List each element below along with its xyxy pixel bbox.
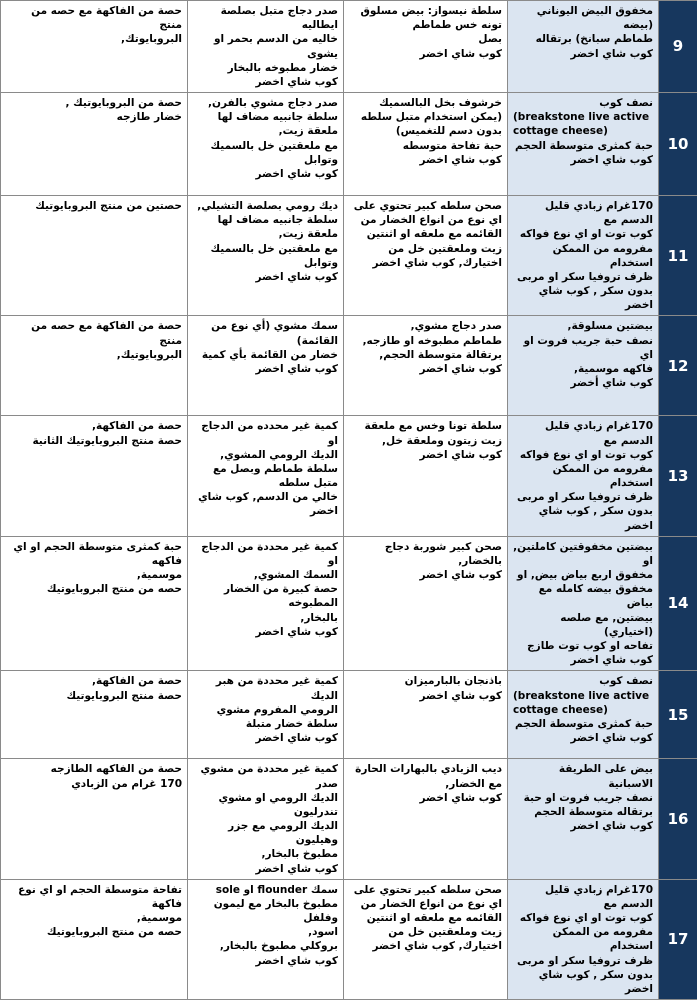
- meal-line: برتقالة متوسطة الحجم,: [349, 348, 502, 362]
- meal-line: كوب شاي اخضر: [349, 689, 502, 703]
- meal-line: صحن سلطه كبير تحتوي على: [349, 199, 502, 213]
- snack1-cell: [344, 316, 508, 416]
- meal-line: كوب شاي اخضر: [349, 153, 502, 167]
- meal-line: السمك المشوي,: [193, 568, 338, 582]
- meal-line: كوب شاي اخضر: [193, 362, 338, 376]
- meal-line: الديك الرومي مع جزر وهيليون: [193, 819, 338, 847]
- meal-line: صدر دجاج متبل بصلصة ايطاليه: [193, 4, 338, 32]
- meal-line: كوب توت او اي نوع فواكه: [513, 227, 653, 241]
- meal-line: حصه من منتج البروبايوتيك: [6, 582, 182, 596]
- meal-line: طماطم سبانخ) برتقاله: [513, 32, 653, 46]
- lunch-cell: [188, 536, 344, 671]
- lunch-cell: [188, 416, 344, 536]
- meal-line: بروكلي مطبوخ بالبخار,: [193, 939, 338, 953]
- meal-line: القائمه مع ملعقه او اثنتين: [349, 227, 502, 241]
- meal-line: ظرف تروفيا سكر او مربى: [513, 490, 653, 504]
- meal-line: كمية غير محددة من مشوي صدر: [193, 762, 338, 790]
- meal-line: كوب شاي اخضر: [193, 954, 338, 968]
- day-row: [1, 536, 697, 671]
- meal-line: كوب شاي اخضر: [193, 731, 338, 745]
- meal-line: حصة من الفاكهة مع حصه من منتج: [6, 319, 182, 347]
- meal-line: مخفوق اربع بياض بيض, او: [513, 568, 653, 582]
- snack2-cell: [1, 93, 188, 196]
- meal-line: مفرومه من الممكن استخدام: [513, 925, 653, 953]
- meal-line: (يمكن استخدام متبل سلطه: [349, 110, 502, 124]
- meal-line: 170 غرام من الزبادي: [6, 777, 182, 791]
- meal-line: كوب شاي اخضر: [513, 653, 653, 667]
- meal-line: تفاحة متوسطة الحجم او اي نوع فاكهة: [6, 883, 182, 911]
- meal-line: اي نوع من انواع الخضار من: [349, 213, 502, 227]
- meal-line: سلطة جانبيه مضاف لها ملعقة زيت,: [193, 110, 338, 138]
- meal-line: كوب شاي اخضر: [349, 47, 502, 61]
- day-number: 15: [659, 671, 697, 759]
- meal-line: كوب شاي أخضر: [513, 376, 653, 390]
- meal-line: باذنجان بالبارميزان: [349, 674, 502, 688]
- meal-line: حصه من منتج البروبايوتيك: [6, 925, 182, 939]
- meal-line: حصة من الفاكهة مع حصه من منتج: [6, 4, 182, 32]
- meal-line: كوب شاي اخضر: [349, 448, 502, 462]
- meal-line: مطبوخ بالبخار,: [193, 847, 338, 861]
- day-number: 16: [659, 759, 697, 879]
- meal-line: صدر دجاج مشوي بالفرن,: [193, 96, 338, 110]
- day-row: [1, 196, 697, 316]
- snack2-cell: [1, 759, 188, 879]
- meal-line: كوب شاي اخضر: [513, 731, 653, 745]
- breakfast-cell: [508, 196, 659, 316]
- meal-line: برتقاله متوسطة الحجم: [513, 805, 653, 819]
- snack1-cell: [344, 536, 508, 671]
- snack2-cell: [1, 671, 188, 759]
- meal-line: كوب شاي اخضر: [193, 270, 338, 284]
- meal-line: حبة كمثرى متوسطة الحجم: [513, 717, 653, 731]
- snack2-cell: [1, 879, 188, 999]
- meal-line: كوب شاي اخضر: [193, 167, 338, 181]
- meal-line: بيضتين مخفوقتين كاملتين, او: [513, 540, 653, 568]
- day-number: 11: [659, 196, 697, 316]
- meal-line: كمية غير محددة من هبر الديك: [193, 674, 338, 702]
- breakfast-cell: [508, 316, 659, 416]
- meal-line: ظرف تروفيا سكر او مربى: [513, 270, 653, 284]
- meal-line: خضار طازجه: [6, 110, 182, 124]
- meal-line: حصة منتج البروبايوتيك: [6, 689, 182, 703]
- snack2-cell: [1, 416, 188, 536]
- meal-line: البروبايوتيك,: [6, 348, 182, 362]
- breakfast-cell: [508, 93, 659, 196]
- meal-line: مفرومه من الممكن استخدام: [513, 242, 653, 270]
- meal-line: خالي من الدسم, كوب شاي اخضر: [193, 490, 338, 518]
- meal-line: صحن سلطه كبير تحتوي على: [349, 883, 502, 897]
- meal-line: بدون سكر , كوب شاي اخضر: [513, 284, 653, 312]
- meal-line: بيضتين, مع صلصه (اختياري): [513, 611, 653, 639]
- meal-line: نصف حبة جريب فروت او اي: [513, 334, 653, 362]
- meal-line: كوب شاي اخضر: [349, 791, 502, 805]
- day-row: [1, 93, 697, 196]
- meal-line: نصف كوب: [513, 674, 653, 688]
- meal-line: كوب شاي اخضر: [193, 862, 338, 876]
- meal-line: موسمية,: [6, 911, 182, 925]
- meal-line: حصتين من منتج البروبايوتيك: [6, 199, 182, 213]
- meal-line: نصف جريب فروت او حبة: [513, 791, 653, 805]
- meal-line: ديب الزبادي بالبهارات الحارة: [349, 762, 502, 776]
- diet-plan-body: [1, 1, 697, 1000]
- meal-line: حصة من البروبايوتيك ,: [6, 96, 182, 110]
- meal-line: بدون سكر , كوب شاي اخضر: [513, 504, 653, 532]
- day-row: [1, 416, 697, 536]
- snack2-cell: [1, 1, 188, 93]
- meal-line: الديك الرومي المشوي,: [193, 448, 338, 462]
- meal-line: مع ملعقتين خل بالسميك وتوابل: [193, 242, 338, 270]
- day-number: 12: [659, 316, 697, 416]
- meal-line: حصة كبيرة من الخضار المطبوخه: [193, 582, 338, 610]
- meal-line: فاكهه موسمية,: [513, 362, 653, 376]
- meal-line: سمك مشوي (أي نوع من القائمة): [193, 319, 338, 347]
- day-row: [1, 759, 697, 879]
- meal-line: 170غرام زبادي قليل الدسم مع: [513, 883, 653, 911]
- meal-line: كمية غير محدده من الدجاج او: [193, 419, 338, 447]
- meal-line: (breakstone live active: [513, 110, 653, 124]
- meal-line: الديك الرومي او مشوي تندرليون: [193, 791, 338, 819]
- meal-line: زيت وملعقتين خل من: [349, 242, 502, 256]
- meal-line: اختيارك, كوب شاي اخضر: [349, 939, 502, 953]
- meal-line: خضار مطبوخه بالبخار: [193, 61, 338, 75]
- meal-line: خرشوف بخل البالسميك: [349, 96, 502, 110]
- meal-line: بيض على الطريقة الاسبانية: [513, 762, 653, 790]
- meal-line: صدر دجاج مشوي,: [349, 319, 502, 333]
- breakfast-cell: [508, 671, 659, 759]
- snack1-cell: [344, 879, 508, 999]
- snack1-cell: [344, 759, 508, 879]
- day-row: [1, 879, 697, 999]
- meal-line: حبة تفاحة متوسطه: [349, 139, 502, 153]
- breakfast-cell: [508, 536, 659, 671]
- day-row: [1, 671, 697, 759]
- meal-line: سلطة طماطم وبصل مع متبل سلطه: [193, 462, 338, 490]
- meal-line: بصل: [349, 32, 502, 46]
- lunch-cell: [188, 759, 344, 879]
- meal-line: بالبخار,: [193, 611, 338, 625]
- meal-line: مطبوخ بالبخار مع ليمون وفلفل: [193, 897, 338, 925]
- snack1-cell: [344, 93, 508, 196]
- meal-line: (breakstone live active: [513, 689, 653, 703]
- meal-line: كوب شاي اخضر: [513, 47, 653, 61]
- meal-line: cottage cheese): [513, 124, 653, 138]
- meal-line: حصة من الفاكهة,: [6, 419, 182, 433]
- meal-line: نصف كوب: [513, 96, 653, 110]
- meal-line: اختيارك, كوب شاي اخضر: [349, 256, 502, 270]
- snack1-cell: [344, 416, 508, 536]
- meal-line: الرومي المفروم مشوي: [193, 703, 338, 717]
- meal-line: cottage cheese): [513, 703, 653, 717]
- meal-line: كوب توت او اي نوع فواكه: [513, 448, 653, 462]
- snack1-cell: [344, 671, 508, 759]
- day-row: [1, 316, 697, 416]
- meal-line: تفاحه او كوب توت طازج: [513, 639, 653, 653]
- meal-line: 170غرام زبادي قليل الدسم مع: [513, 419, 653, 447]
- meal-line: سلطة جانبيه مضاف لها ملعقة زيت,: [193, 213, 338, 241]
- day-number: 9: [659, 1, 697, 93]
- meal-line: حبة كمثرى متوسطة الحجم: [513, 139, 653, 153]
- breakfast-cell: [508, 759, 659, 879]
- meal-line: كوب شاي اخضر: [513, 819, 653, 833]
- meal-line: حبة كمثرى متوسطة الحجم او اي فاكهه: [6, 540, 182, 568]
- meal-line: موسمية,: [6, 568, 182, 582]
- breakfast-cell: [508, 879, 659, 999]
- day-row: [1, 1, 697, 93]
- meal-line: حصة من الفاكهة,: [6, 674, 182, 688]
- meal-line: زيت زيتون وملعقة خل,: [349, 434, 502, 448]
- meal-line: كوب شاي اخضر: [193, 75, 338, 89]
- meal-line: حصة من الفاكهه الطازجه: [6, 762, 182, 776]
- meal-line: البروبايوتك,: [6, 32, 182, 46]
- meal-line: بدون سكر , كوب شاي اخضر: [513, 968, 653, 996]
- meal-line: كوب شاي اخضر: [193, 625, 338, 639]
- lunch-cell: [188, 93, 344, 196]
- snack1-cell: [344, 196, 508, 316]
- meal-line: سلطة خضار متبلة: [193, 717, 338, 731]
- breakfast-cell: [508, 416, 659, 536]
- meal-line: كوب شاي اخضر: [349, 568, 502, 582]
- meal-line: سلطة تونا وخس مع ملعقة: [349, 419, 502, 433]
- meal-line: حصة منتج البروبايوتيك الثانية: [6, 434, 182, 448]
- day-number: 13: [659, 416, 697, 536]
- breakfast-cell: [508, 1, 659, 93]
- meal-line: مع الخضار,: [349, 777, 502, 791]
- meal-line: صحن كبير شوربة دجاج: [349, 540, 502, 554]
- meal-line: زيت وملعقتين خل من: [349, 925, 502, 939]
- lunch-cell: [188, 316, 344, 416]
- snack2-cell: [1, 316, 188, 416]
- meal-line: كوب توت او اي نوع فواكه: [513, 911, 653, 925]
- meal-line: بدون دسم للتغميس): [349, 124, 502, 138]
- meal-line: اي نوع من انواع الخضار من: [349, 897, 502, 911]
- meal-line: 170غرام زبادي قليل الدسم مع: [513, 199, 653, 227]
- meal-line: ظرف تروفيا سكر او مربى: [513, 954, 653, 968]
- day-number: 10: [659, 93, 697, 196]
- snack2-cell: [1, 536, 188, 671]
- meal-line: مفرومه من الممكن استخدام: [513, 462, 653, 490]
- meal-line: اسود,: [193, 925, 338, 939]
- meal-line: بالخضار,: [349, 554, 502, 568]
- meal-line: مع ملعقتين خل بالسميك وتوابل: [193, 139, 338, 167]
- meal-line: كوب شاي اخضر: [513, 153, 653, 167]
- snack1-cell: [344, 1, 508, 93]
- meal-line: بيضتين مسلوقة,: [513, 319, 653, 333]
- meal-line: تونه خس طماطم: [349, 18, 502, 32]
- meal-line: سمك flounder او sole: [193, 883, 338, 897]
- meal-line: سلطة نيسواز: بيض مسلوق: [349, 4, 502, 18]
- lunch-cell: [188, 1, 344, 93]
- day-number: 17: [659, 879, 697, 999]
- meal-line: مخفوق بيضه كامله مع بياض: [513, 582, 653, 610]
- lunch-cell: [188, 879, 344, 999]
- meal-line: خاليه من الدسم بحمر او يشوى: [193, 32, 338, 60]
- meal-line: مخفوق البيض اليوناني (بيضه: [513, 4, 653, 32]
- meal-line: خضار من القائمة بأي كمية: [193, 348, 338, 362]
- lunch-cell: [188, 671, 344, 759]
- day-number: 14: [659, 536, 697, 671]
- lunch-cell: [188, 196, 344, 316]
- meal-line: طماطم مطبوخه او طازجه,: [349, 334, 502, 348]
- meal-line: كمية غير محددة من الدجاج او: [193, 540, 338, 568]
- meal-line: القائمه مع ملعقه او اثنتين: [349, 911, 502, 925]
- meal-line: كوب شاي اخضر: [349, 362, 502, 376]
- meal-line: ديك رومي بصلصة التشيلي,: [193, 199, 338, 213]
- snack2-cell: [1, 196, 188, 316]
